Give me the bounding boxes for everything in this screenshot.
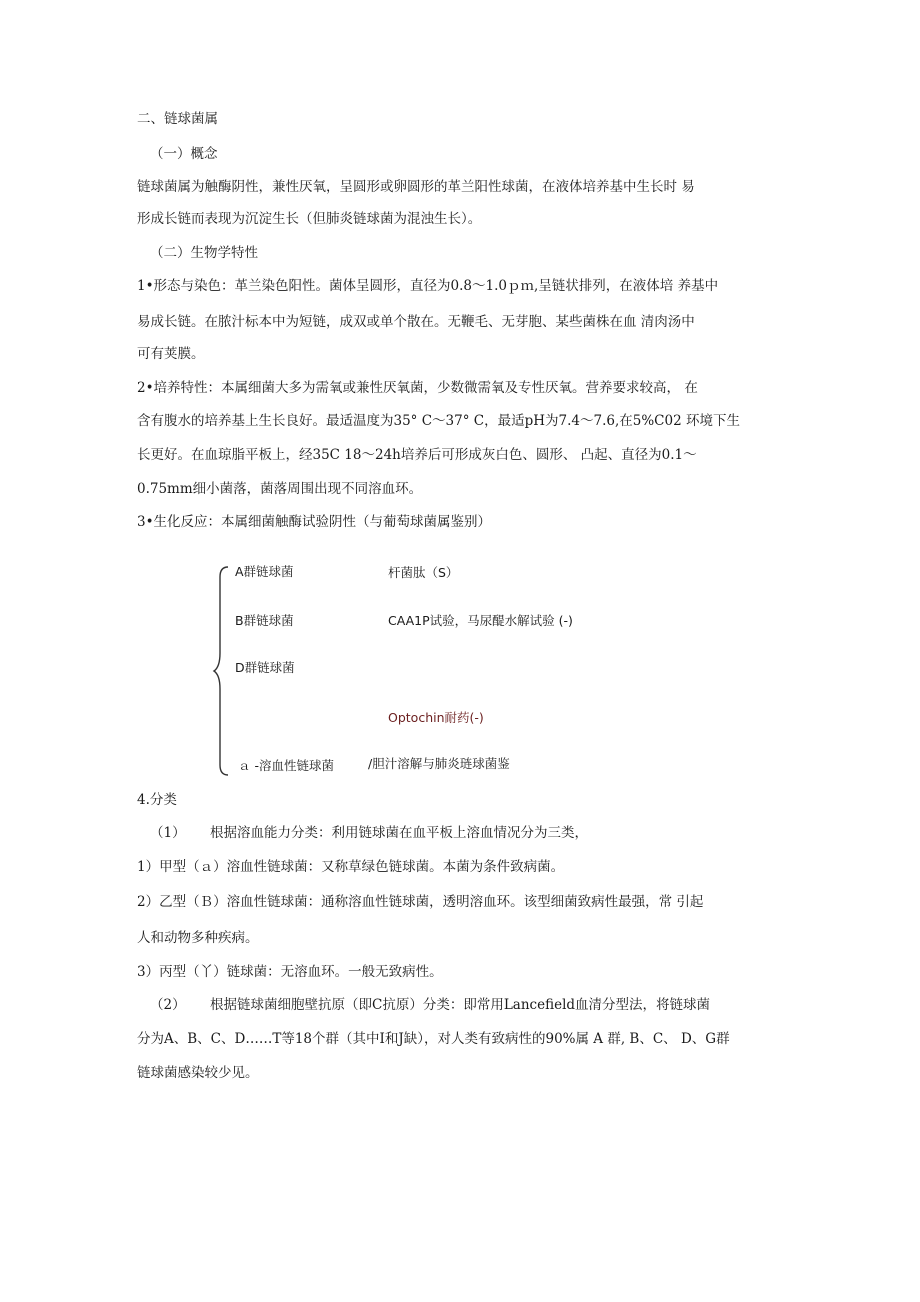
morphology-line-3: 可有荚膜。: [137, 346, 205, 362]
class2-num: （2）: [150, 997, 186, 1013]
classification-heading: 4.分类: [137, 792, 177, 808]
class1-num: （1）: [150, 825, 186, 841]
curly-brace-icon: [212, 565, 234, 777]
group-b: B群链球菌: [235, 613, 294, 628]
type-beta: 2）乙型（Ｂ）溶血性链球菌：通称溶血性链球菌，透明溶血环。该型细菌致病性最强，常 引起: [137, 894, 704, 910]
type-alpha: 1）甲型（ａ）溶血性链球菌：又称草绿色链球菌。本菌为条件致病菌。: [137, 859, 565, 875]
concept-line-2: 形成长链而表现为沉淀生长（但肺炎链球菌为混浊生长）。: [137, 211, 482, 227]
test-optochin: Optochin耐药(-): [388, 710, 484, 725]
culture-line-4: 0.75mm细小菌落，菌落周围出现不同溶血环。: [137, 481, 423, 497]
section-title: 二、链球菌属: [137, 111, 218, 127]
class2-line-3: 链球菌感染较少见。: [137, 1065, 259, 1081]
culture-line-2: 含有腹水的培养基上生长良好。最适温度为35° C～37° C，最适pH为7.4～7.6,在5%C02 环境下生: [137, 413, 740, 429]
morphology-line-1: 1•形态与染色：革兰染色阳性。菌体呈圆形，直径为0.8～1.0ｐｍ,呈链状排列，在液体培 养基中: [137, 278, 719, 294]
group-alpha: ａ -溶血性链球菌: [238, 758, 334, 773]
culture-line-1: 2•培养特性：本属细菌大多为需氧或兼性厌氧菌，少数微需氧及专性厌氧。营养要求较高， 在: [137, 380, 698, 396]
biology-heading: （二）生物学特性: [150, 245, 258, 261]
class2-line-2: 分为A、B、C、D……T等18个群（其中I和J缺），对人类有致病性的90%属 A 群, B、C、 D、G群: [137, 1031, 730, 1047]
concept-heading: （一）概念: [150, 146, 218, 162]
group-d: D群链球菌: [235, 660, 295, 675]
group-a: A群链球菌: [235, 564, 294, 579]
class2-text: 根据链球菌细胞壁抗原（即C抗原）分类：即常用Lancefield血清分型法，将链球菌: [210, 997, 711, 1013]
class1-text: 根据溶血能力分类：利用链球菌在血平板上溶血情况分为三类，: [210, 825, 588, 841]
culture-line-3: 长更好。在血琼脂平板上，经35C 18～24h培养后可形成灰白色、圆形、 凸起、直径为0.1～: [137, 447, 697, 463]
type-beta-cont: 人和动物多种疾病。: [137, 930, 259, 946]
morphology-line-2: 易成长链。在脓汁标本中为短链，成双或单个散在。无鞭毛、无芽胞、某些菌株在血 清肉汤中: [137, 314, 695, 330]
concept-line-1: 链球菌属为触酶阴性，兼性厌氧，呈圆形或卵圆形的革兰阳性球菌，在液体培养基中生长时 易: [137, 179, 695, 195]
test-camp: CAA1P试验，马尿醍水解试验 (-): [388, 613, 573, 628]
test-bacitracin: 杆菌肽（S）: [388, 565, 459, 580]
biochem-line: 3•生化反应：本属细菌触酶试验阴性（与葡萄球菌属鉴别）: [137, 514, 492, 530]
test-bile: /胆汁溶解与肺炎琏球菌鉴: [368, 756, 510, 771]
type-gamma: 3）丙型（丫）链球菌：无溶血环。一般无致病性。: [137, 964, 443, 980]
